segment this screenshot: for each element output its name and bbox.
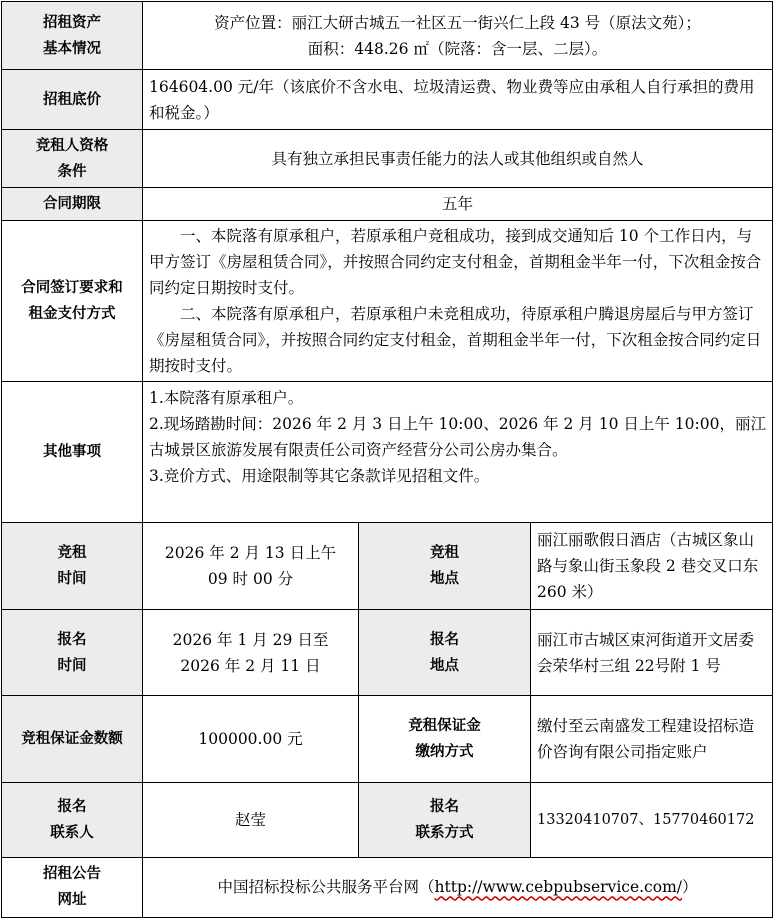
asset-location: 资产位置：丽江大研古城五一社区五一街兴仁上段 43 号（原法文苑）； (214, 13, 701, 32)
bid-row (2, 523, 773, 610)
deposit-method-value: 缴付至云南盛发工程建设招标造价咨询有限公司指定账户 (531, 696, 773, 783)
contact-phone-value: 13320410707、15770460172 (531, 783, 773, 857)
signup-time-label: 报名 时间 (2, 609, 143, 696)
contact-person-value: 赵莹 (143, 783, 359, 857)
base-price-row (2, 70, 773, 129)
contract-row (2, 221, 773, 382)
bid-place-label: 竞租 地点 (359, 523, 531, 610)
deposit-row (2, 696, 773, 783)
other-item-1: 1.本院落有原承租户。 (149, 389, 304, 408)
contract-value (143, 221, 773, 382)
base-price-label: 招租底价 (2, 70, 143, 129)
other-item-2: 2.现场踏勘时间：2026 年 2 月 3 日上午 10:00、2026 年 2 月 10 日上午 10:00，丽江古城景区旅游发展有限责任公司资产经营分公司公房办集合。 (149, 415, 766, 460)
asset-row (2, 2, 773, 70)
website-suffix: ） (682, 878, 698, 897)
contract-label: 合同签订要求和 租金支付方式 (2, 221, 143, 382)
deposit-amount-label: 竞租保证金数额 (2, 696, 143, 783)
other-label: 其他事项 (2, 382, 143, 523)
deposit-amount-value: 100000.00 元 (143, 696, 359, 783)
asset-area: 面积：448.26 ㎡（院落：含一层、二层）。 (307, 39, 608, 58)
website-row (2, 857, 773, 917)
other-value (143, 382, 773, 523)
other-row (2, 382, 773, 523)
bid-time-label: 竞租 时间 (2, 523, 143, 610)
contract-paragraph-2: 二、本院落有原承租户，若原承租户未竞租成功，待原承租户腾退房屋后与甲方签订《房屋租赁合同》，并按照合同约定支付租金，首期租金半年一付，下次租金按合同约定日期按时支付。 (149, 305, 762, 376)
asset-value (143, 2, 773, 70)
other-item-3: 3.竞价方式、用途限制等其它条款详见招租文件。 (149, 467, 490, 486)
rental-notice-table (1, 1, 773, 918)
bid-time-value: 2026 年 2 月 13 日上午 09 时 00 分 (143, 523, 359, 610)
website-link[interactable]: http://www.cebpubservice.com/ (434, 878, 682, 897)
website-prefix: 中国招标投标公共服务平台网（ (217, 878, 435, 897)
qualification-label: 竞租人资格 条件 (2, 129, 143, 187)
deposit-method-label: 竞租保证金 缴纳方式 (359, 696, 531, 783)
website-label: 招租公告 网址 (2, 857, 143, 917)
qualification-row (2, 129, 773, 187)
term-row (2, 188, 773, 221)
contact-person-label: 报名 联系人 (2, 783, 143, 857)
bid-place-value: 丽江丽歌假日酒店（古城区象山路与象山街玉象段 2 巷交叉口东 260 米） (531, 523, 773, 610)
contact-row (2, 783, 773, 857)
base-price-value: 164604.00 元/年（该底价不含水电、垃圾清运费、物业费等应由承租人自行承担的费用和税金。） (143, 70, 773, 129)
term-value: 五年 (143, 188, 773, 221)
contact-phone-label: 报名 联系方式 (359, 783, 531, 857)
signup-time-value: 2026 年 1 月 29 日至 2026 年 2 月 11 日 (143, 609, 359, 696)
asset-label: 招租资产 基本情况 (2, 2, 143, 70)
website-value (143, 857, 773, 917)
qualification-value: 具有独立承担民事责任能力的法人或其他组织或自然人 (143, 129, 773, 187)
signup-place-value: 丽江市古城区束河街道开文居委会荣华村三组 22号附 1 号 (531, 609, 773, 696)
term-label: 合同期限 (2, 188, 143, 221)
signup-place-label: 报名 地点 (359, 609, 531, 696)
contract-paragraph-1: 一、本院落有原承租户，若原承租户竞租成功，接到成交通知后 10 个工作日内，与甲方签订《房屋租赁合同》，并按照合同约定支付租金，首期租金半年一付，下次租金按合同约定日期按时支付。 (149, 227, 762, 298)
signup-row (2, 609, 773, 696)
